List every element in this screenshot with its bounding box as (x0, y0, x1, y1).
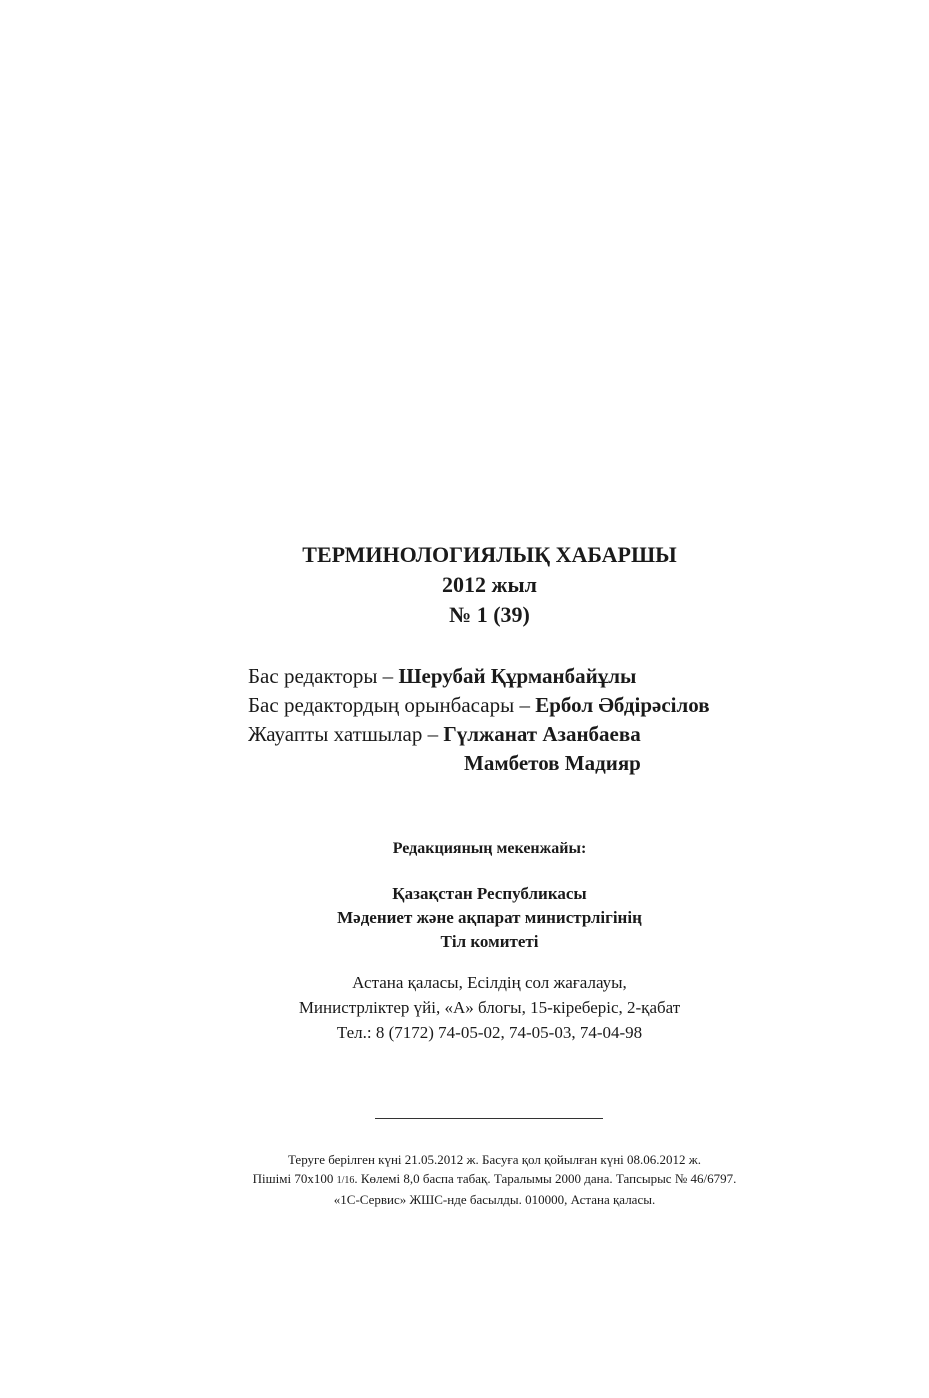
street-line-1: Астана қаласы, Есілдің сол жағалауы, (352, 973, 627, 992)
separator-rule (375, 1118, 603, 1119)
deputy-editor-name: Ербол Әбдірәсілов (535, 693, 710, 717)
imprint-format-fraction: 1/16 (336, 1175, 355, 1186)
org-line-3: Тіл комитеті (440, 932, 539, 951)
journal-title-block (0, 540, 929, 630)
imprint-specs: . Көлемі 8,0 баспа табақ. Таралымы 2000 дана. Тапсырыс № 46/6797. (354, 1171, 737, 1186)
deputy-editor-label: Бас редактордың орынбасары – (248, 693, 536, 717)
phone-line: Тел.: 8 (7172) 74-05-02, 74-05-03, 74-04-98 (336, 1023, 643, 1042)
address-heading: Редакцияның мекенжайы: (392, 840, 587, 857)
secretaries-label: Жауапты хатшылар – (248, 722, 444, 746)
imprint-block (0, 1150, 929, 1209)
journal-title: ТЕРМИНОЛОГИЯЛЫҚ ХАБАРШЫ (302, 542, 677, 567)
imprint-line-2 (60, 1169, 929, 1190)
deputy-editor-row (248, 691, 848, 720)
secretary-name-1: Гүлжанат Азанбаева (443, 722, 641, 746)
street-line-2: Министрліктер үйі, «А» блогы, 15-кіреберіс, 2-қабат (298, 998, 681, 1017)
journal-issue: № 1 (39) (449, 602, 530, 627)
org-line-2: Мәдениет және ақпарат министрлігінің (337, 908, 642, 927)
editorial-staff (248, 662, 848, 778)
journal-year: 2012 жыл (442, 572, 537, 597)
chief-editor-name: Шерубай Құрманбайұлы (398, 664, 637, 688)
org-line-1: Қазақстан Республикасы (392, 884, 587, 903)
chief-editor-row (248, 662, 848, 691)
imprint-line-3: «1С-Сервис» ЖШС-нде басылды. 010000, Астана қаласы. (333, 1192, 656, 1207)
chief-editor-label: Бас редакторы – (248, 664, 399, 688)
organization-block (0, 882, 929, 954)
imprint-line-1: Теруге берілген күні 21.05.2012 ж. Басуға қол қойылған күні 08.06.2012 ж. (287, 1152, 702, 1167)
postal-address-block (0, 970, 929, 1045)
secretaries-row (248, 720, 848, 749)
secretary-name-2: Мамбетов Мадияр (464, 751, 641, 775)
imprint-format: Пішімі 70х100 (252, 1171, 337, 1186)
